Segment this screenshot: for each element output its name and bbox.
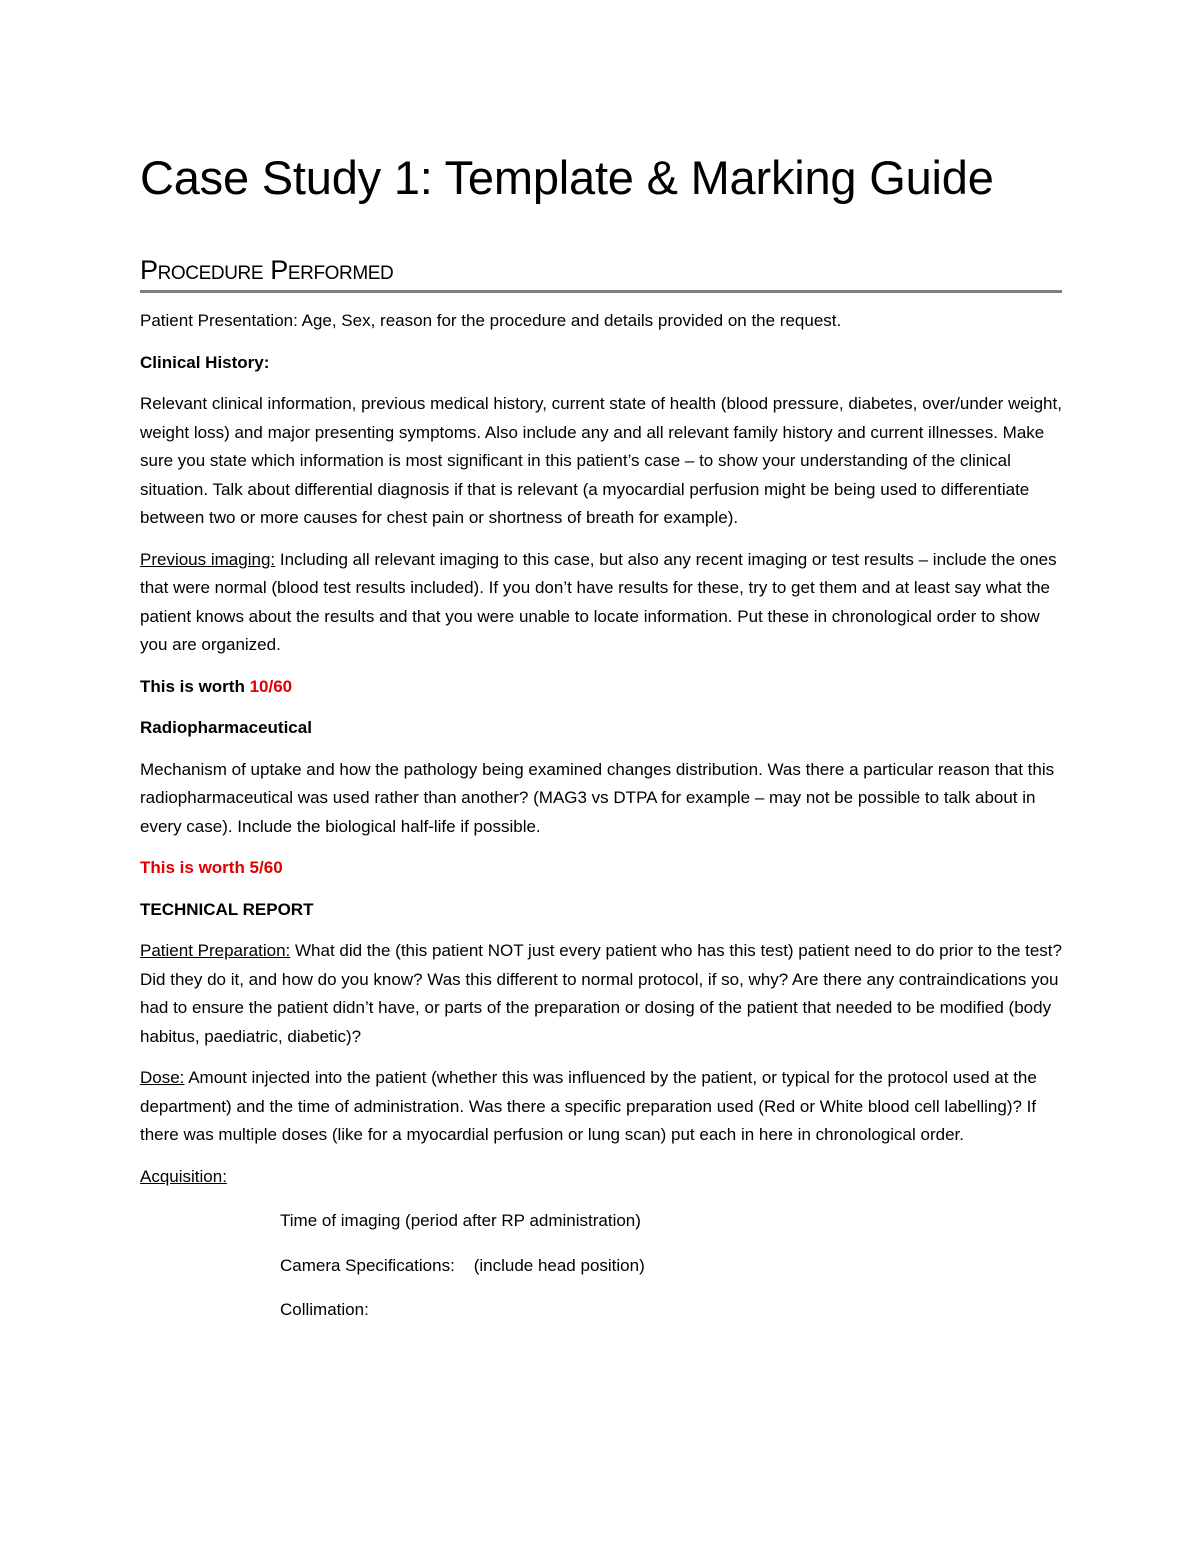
patient-preparation-text: What did the (this patient NOT just every patient who has this test) patient need to do prior to the test? Did they do it, and how do you know? Was this different to normal protocol, if so, why? Are there any contraindications you had to ensure the patient didn’t have, or parts of the preparation or dosing of the patient that needed to be modified (body habitus, paediatric, diabetic)?	[140, 941, 1062, 1046]
radiopharmaceutical-text: Mechanism of uptake and how the pathology being examined changes distribution. Was there a particular reason that this radiopharmaceutical was used rather than another? (MAG3 vs DTPA for example – may not be possible to talk about in every case). Include the biological half-life if possible.	[140, 759, 1055, 836]
heading-divider	[140, 290, 1062, 293]
dose-label: Dose:	[140, 1068, 185, 1087]
document-body	[140, 307, 1062, 1341]
worth-line-1	[140, 673, 1062, 702]
dose-text: Amount injected into the patient (whether this was influenced by the patient, or typical for the protocol used at the department) and the time of administration. Was there a specific preparation used (Red or White blood cell labelling)? If there was multiple doses (like for a myocardial perfusion or lung scan) put each in here in chronological order.	[140, 1068, 1037, 1144]
acquisition-item-camera: Camera Specifications: (include head position)	[280, 1255, 645, 1275]
worth-label: This is worth	[140, 676, 250, 696]
section-heading: Procedure Performed	[140, 255, 394, 285]
clinical-history-text: Relevant clinical information, previous medical history, current state of health (blood pressure, diabetes, over/under weight, weight loss) and major presenting symptoms. Also include any and all relevant family history and current illnesses. Make sure you state which information is most significant in this patient’s case – to show your understanding of the clinical situation. Talk about differential diagnosis if that is relevant (a myocardial perfusion might be being used to differentiate between two or more causes for chest pain or shortness of breath for example).	[140, 394, 1062, 527]
acquisition-item-collimation: Collimation:	[280, 1300, 369, 1319]
radiopharmaceutical-label: Radiopharmaceutical	[140, 718, 312, 737]
dose-paragraph	[140, 1064, 1062, 1150]
previous-imaging-text: Including all relevant imaging to this case, but also any recent imaging or test results – include the ones that were normal (blood test results included). If you don’t have results for these, try to get them and at least say what the patient knows about the results and that you were unable to locate information. Put these in chronological order to show you are organized.	[140, 549, 1057, 654]
worth-value: 10/60	[249, 676, 293, 696]
worth-line-2: This is worth 5/60	[140, 858, 283, 877]
patient-preparation-label: Patient Preparation:	[140, 941, 291, 960]
technical-report-heading: TECHNICAL REPORT	[140, 899, 314, 919]
clinical-history-label: Clinical History:	[140, 352, 270, 372]
patient-preparation-paragraph	[140, 937, 1062, 1051]
previous-imaging-paragraph	[140, 546, 1062, 660]
previous-imaging-label: Previous imaging:	[140, 549, 276, 569]
acquisition-item-time: Time of imaging (period after RP administration)	[280, 1211, 641, 1230]
page-title: Case Study 1: Template & Marking Guide	[140, 151, 994, 204]
acquisition-list	[140, 1207, 1062, 1325]
patient-presentation: Patient Presentation: Age, Sex, reason for the procedure and details provided on the request.	[140, 311, 842, 330]
acquisition-label: Acquisition:	[140, 1166, 227, 1186]
